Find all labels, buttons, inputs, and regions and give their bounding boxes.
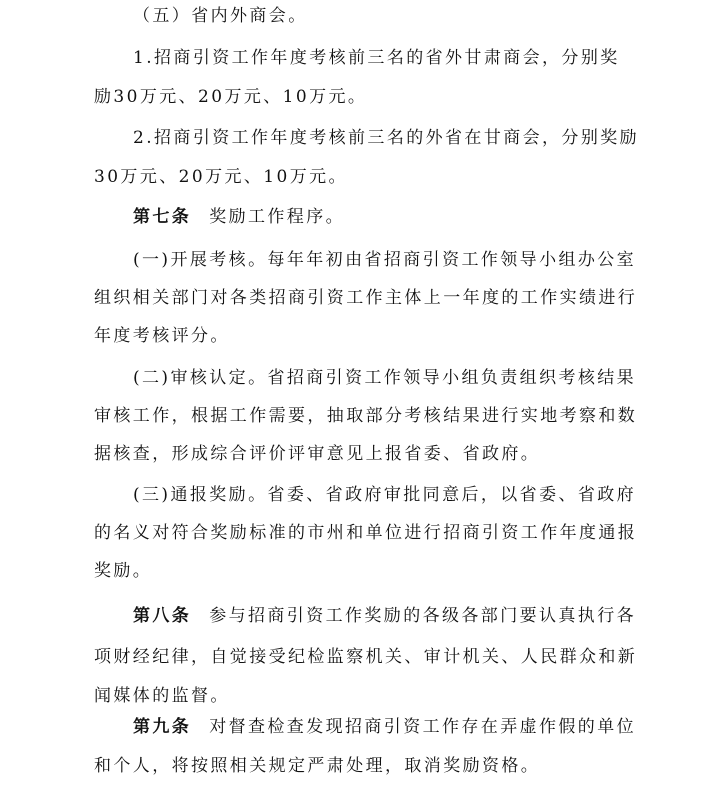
paragraph-line: 1.招商引资工作年度考核前三名的省外甘肃商会，分别奖: [133, 48, 620, 68]
paragraph-line: (二)审核认定。省招商引资工作领导小组负责组织考核结果: [133, 368, 637, 388]
paragraph-line: 和个人，将按照相关规定严肃处理，取消奖励资格。: [94, 756, 541, 776]
article-7-title: 奖励工作程序。: [209, 207, 346, 227]
article-9-line: [133, 716, 636, 738]
paragraph-line: (一)开展考核。每年年初由省招商引资工作领导小组办公室: [133, 250, 637, 270]
article-7-heading: 第七条: [133, 207, 192, 227]
article-8-heading: 第八条: [133, 606, 192, 626]
paragraph-line: 闻媒体的监督。: [94, 686, 230, 706]
article-8-line: [133, 605, 636, 627]
article-8-text: 参与招商引资工作奖励的各级各部门要认真执行各: [209, 606, 637, 626]
paragraph-line: 奖励。: [94, 561, 153, 581]
paragraph-line: 的名义对符合奖励标准的市州和单位进行招商引资工作年度通报: [94, 523, 638, 543]
paragraph-line: 审核工作，根据工作需要，抽取部分考核结果进行实地考察和数: [94, 406, 638, 426]
paragraph-line: 据核查，形成综合评价评审意见上报省委、省政府。: [94, 444, 541, 464]
section-heading-chambers: （五）省内外商会。: [133, 6, 308, 26]
article-7-line: [133, 206, 345, 228]
paragraph-line: (三)通报奖励。省委、省政府审批同意后，以省委、省政府: [133, 485, 637, 505]
paragraph-line: 30万元、20万元、10万元。: [94, 167, 348, 187]
paragraph-line: 2.招商引资工作年度考核前三名的外省在甘商会，分别奖励: [133, 128, 640, 148]
article-9-heading: 第九条: [133, 717, 192, 737]
paragraph-line: 励30万元、20万元、10万元。: [94, 87, 368, 107]
article-9-text: 对督查检查发现招商引资工作存在弄虚作假的单位: [209, 717, 637, 737]
paragraph-line: 年度考核评分。: [94, 326, 230, 346]
paragraph-line: 项财经纪律，自觉接受纪检监察机关、审计机关、人民群众和新: [94, 647, 638, 667]
paragraph-line: 组织相关部门对各类招商引资工作主体上一年度的工作实绩进行: [94, 288, 638, 308]
